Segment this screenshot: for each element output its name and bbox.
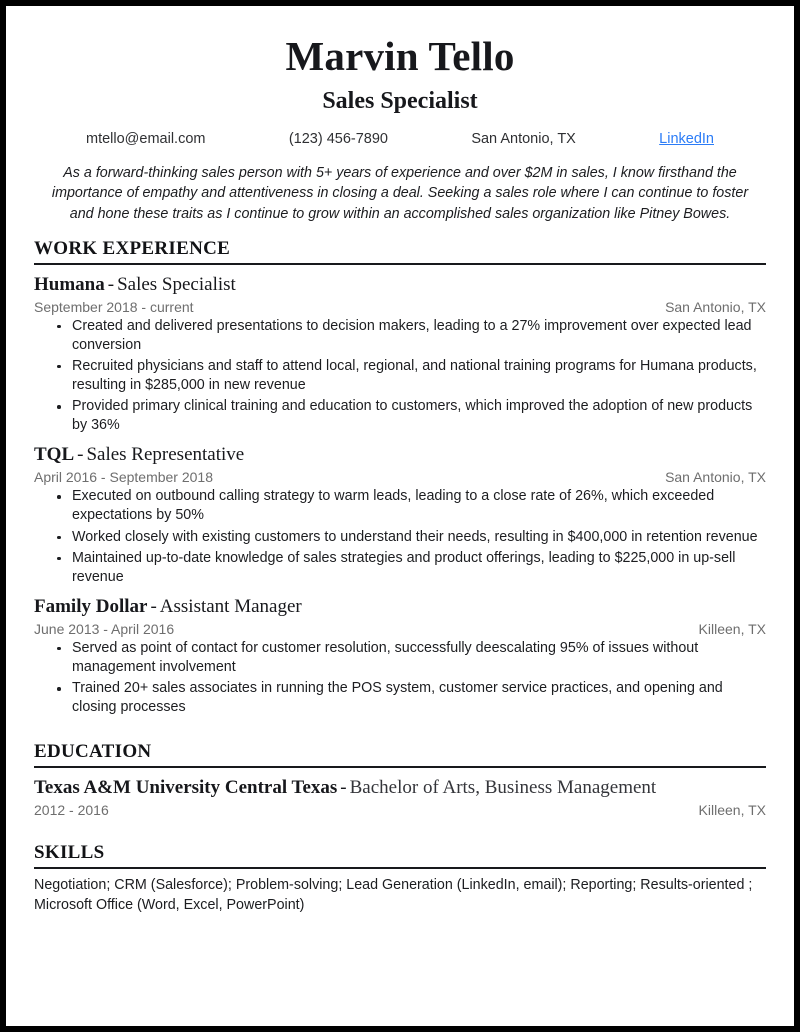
- work-entry-bullets: [34, 639, 766, 718]
- list-item: Executed on outbound calling strategy to warm leads, leading to a close rate of 26%, which exceeded expectations by 50%: [70, 487, 766, 525]
- work-entry-meta: [34, 469, 766, 485]
- layout-spacer: [34, 818, 766, 828]
- work-entry-separator: -: [107, 273, 115, 295]
- work-entry: [34, 274, 766, 436]
- professional-summary: As a forward-thinking sales person with 5+ years of experience and over $2M in sales, I know firsthand the importance of empathy and attentiveness in closing a deal. Seeking a sales role where I can continue to foster and hone these traits as I continue to grow within an accomplished sales organization like Pitney Bowes.: [51, 165, 749, 222]
- section-divider: [34, 263, 766, 265]
- work-entry-company: Humana: [34, 273, 105, 295]
- education-entry: [34, 777, 766, 818]
- work-entry-location: Killeen, TX: [698, 620, 766, 637]
- work-entry-separator: -: [77, 444, 84, 466]
- work-entry-heading: [34, 274, 766, 297]
- work-entry-heading: [34, 444, 766, 467]
- list-item: Recruited physicians and staff to attend local, regional, and national training programs for Humana products, resulting in $285,000 in new revenue: [70, 357, 766, 395]
- work-entry: [34, 444, 766, 587]
- work-entry-location: San Antonio, TX: [665, 298, 766, 315]
- work-entry-dates: June 2013 - April 2016: [34, 620, 175, 637]
- education-school: Texas A&M University Central Texas: [34, 777, 338, 799]
- contact-row: [34, 131, 766, 147]
- work-entry-list: [34, 274, 766, 718]
- contact-phone: (123) 456-7890: [288, 131, 388, 147]
- resume-page: [6, 6, 794, 1026]
- section-heading-education: EDUCATION: [34, 741, 152, 763]
- education-entry-heading: [34, 777, 766, 800]
- contact-email: mtello@email.com: [86, 131, 206, 147]
- work-entry-company: TQL: [34, 444, 75, 466]
- work-entry-role: Sales Specialist: [117, 273, 236, 295]
- resume-header: [34, 33, 766, 147]
- section-divider: [34, 867, 766, 869]
- work-entry-dates: April 2016 - September 2018: [34, 469, 213, 486]
- contact-location: San Antonio, TX: [471, 131, 576, 147]
- work-entry-role: Sales Representative: [86, 444, 245, 466]
- education-degree: Bachelor of Arts, Business Management: [349, 777, 657, 799]
- layout-spacer: [34, 717, 766, 727]
- work-entry-dates: September 2018 - current: [34, 298, 194, 315]
- work-entry-meta: [34, 621, 766, 637]
- work-entry-separator: -: [150, 596, 157, 618]
- education-entry-list: [34, 777, 766, 818]
- education-entry-meta: [34, 802, 766, 818]
- list-item: Created and delivered presentations to decision makers, leading to a 27% improvement over expected lead conversion: [70, 317, 766, 355]
- work-entry-bullets: [34, 317, 766, 436]
- section-heading-work: WORK EXPERIENCE: [34, 237, 231, 259]
- page-title: Marvin Tello: [285, 33, 515, 79]
- list-item: Provided primary clinical training and education to customers, which improved the adoption of new products by 36%: [70, 397, 766, 435]
- list-item: Served as point of contact for customer resolution, successfully deescalating 95% of issues without management involvement: [70, 639, 766, 677]
- education-location: Killeen, TX: [698, 802, 766, 819]
- section-work-experience: [34, 238, 766, 718]
- list-item: Worked closely with existing customers to understand their needs, resulting in $400,000 in retention revenue: [70, 528, 766, 547]
- section-divider: [34, 766, 766, 768]
- work-entry-meta: [34, 299, 766, 315]
- work-entry-heading: [34, 596, 766, 619]
- work-entry-role: Assistant Manager: [159, 596, 302, 618]
- skills-list: Negotiation; CRM (Salesforce); Problem-solving; Lead Generation (LinkedIn, email); Reporting; Results-oriented ; Microsoft Office (Word, Excel, PowerPoint): [34, 876, 753, 913]
- contact-linkedin[interactable]: LinkedIn: [659, 131, 714, 147]
- education-dates: 2012 - 2016: [34, 802, 109, 819]
- work-entry-location: San Antonio, TX: [665, 469, 766, 486]
- work-entry-company: Family Dollar: [34, 596, 148, 618]
- section-heading-skills: SKILLS: [34, 842, 105, 864]
- section-education: [34, 741, 766, 818]
- work-entry-bullets: [34, 487, 766, 587]
- education-entry-separator: -: [340, 777, 347, 799]
- list-item: Trained 20+ sales associates in running the POS system, customer service practices, and opening and closing processes: [70, 679, 766, 717]
- work-entry: [34, 596, 766, 717]
- list-item: Maintained up-to-date knowledge of sales strategies and product offerings, leading to $225,000 in up-sell revenue: [70, 549, 766, 587]
- section-skills: [34, 842, 766, 915]
- header-job-title: Sales Specialist: [322, 88, 478, 114]
